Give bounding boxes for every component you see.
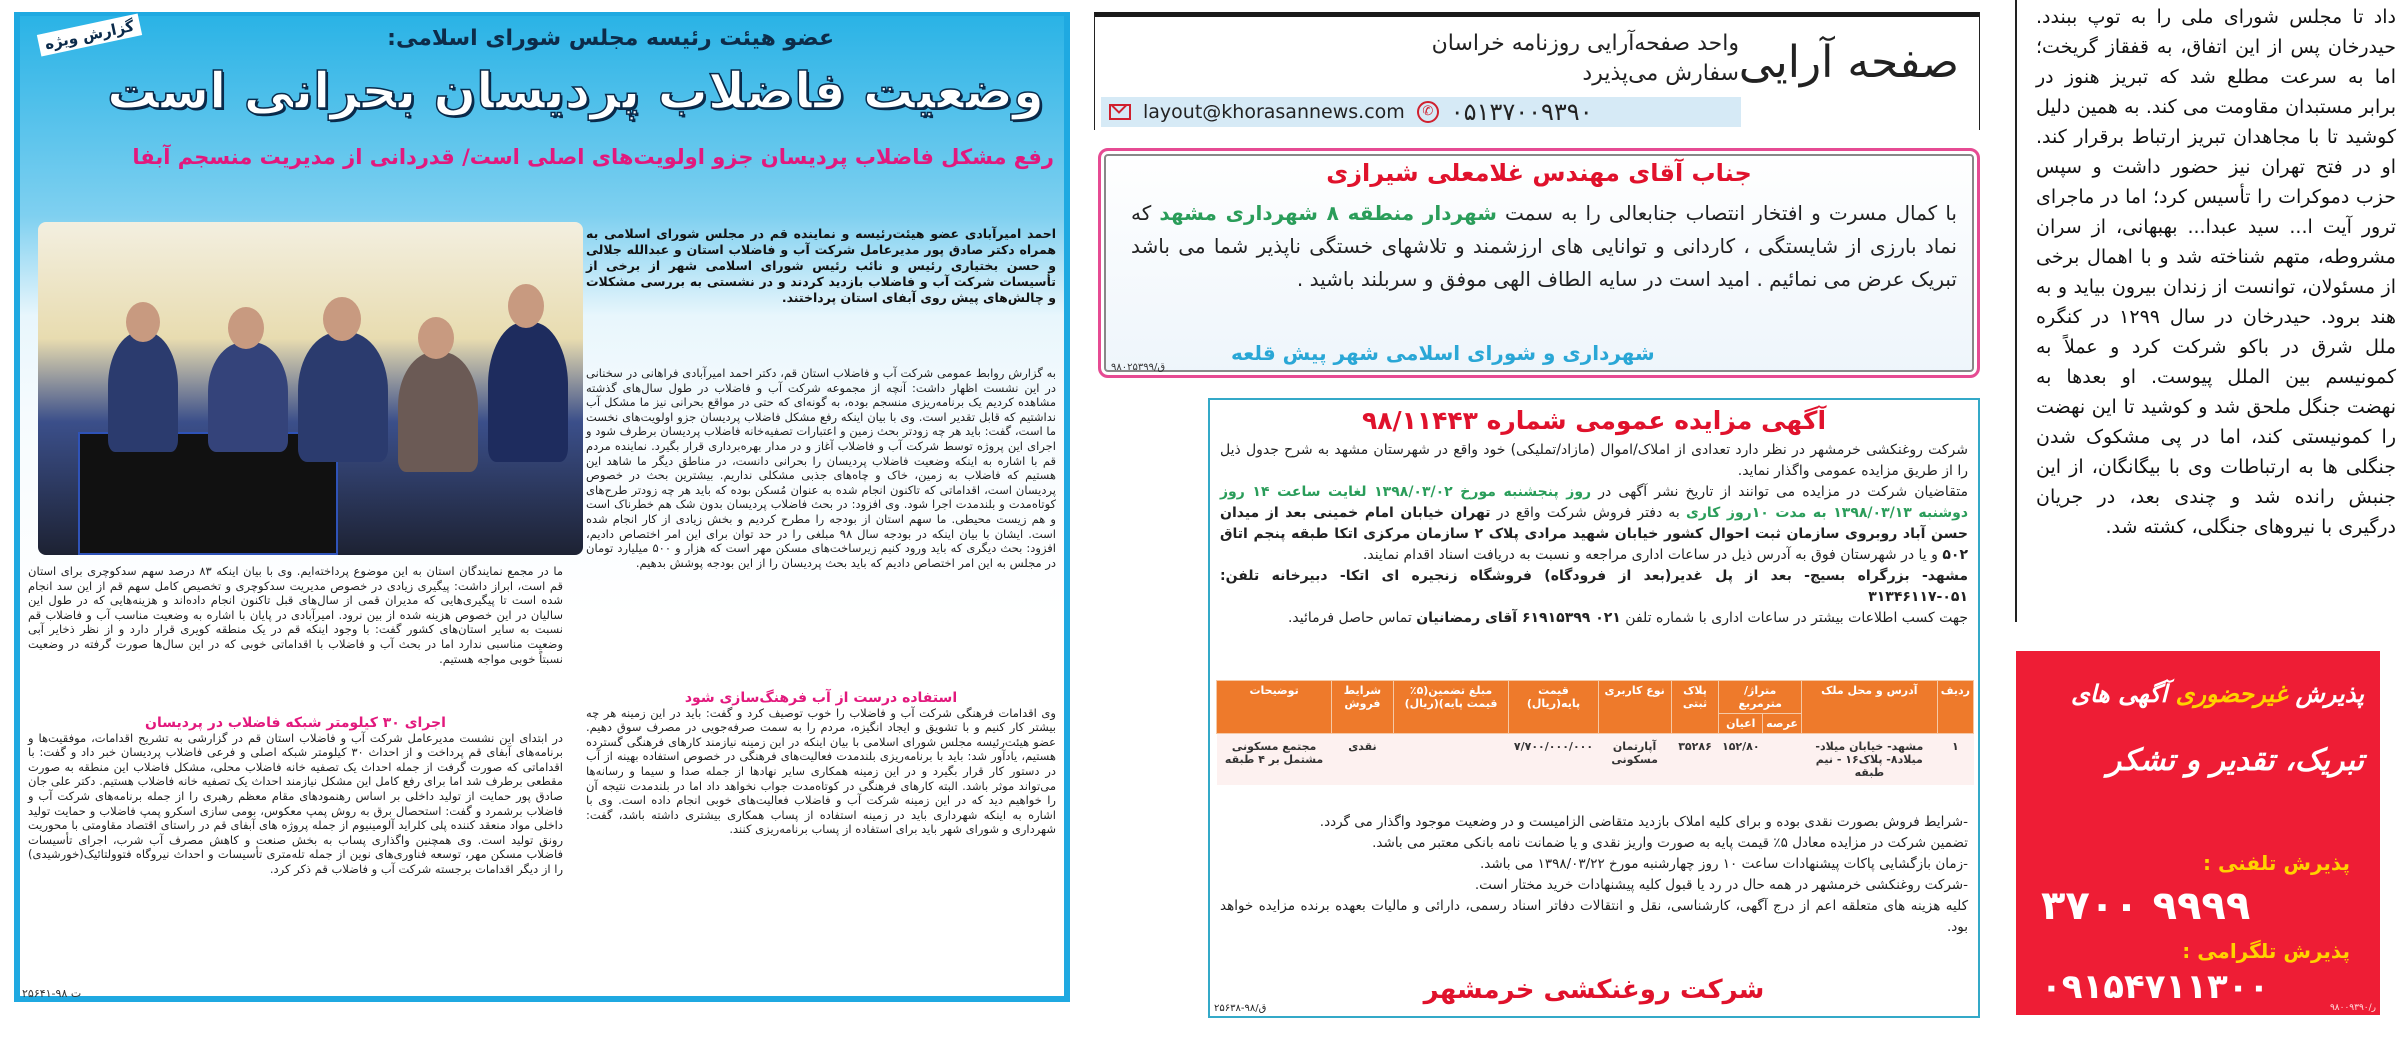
auction-contact-address: مشهد- بزرگراه بسیج- بعد از پل غدیر(بعد از فرودگاه) فروشگاه زنجیره ای اتکا- دبیرخانه تلفن: ۰۵۱-۳۱۳۴۶۱۱۷: [1220, 568, 1968, 605]
congrats-title: جناب آقای مهندس غلامعلی شیرازی: [1326, 159, 1752, 187]
auction-dates: روز پنجشنبه مورخ ۱۳۹۸/۰۳/۰۲ لغایت ساعت ۱۴ روز دوشنبه ۱۳۹۸/۰۳/۱۳ به مدت ۱۰روز کاری: [1220, 484, 1969, 521]
condition-item: -شرکت روغنکشی خرمشهر در همه حال در رد یا قبول کلیه پیشنهادات خرید مختار است.: [1474, 877, 1968, 893]
table-cell: [1393, 734, 1509, 786]
ad-code: ت ۹۸-۲۵۶۴۱: [22, 987, 82, 1000]
table-cell: ۱: [1937, 734, 1973, 786]
person-head: [418, 317, 454, 359]
layout-service-ad: [1094, 12, 1980, 130]
column-divider: [2015, 0, 2017, 622]
article-section-heading: استفاده درست از آب فرهنگ‌سازی شود: [684, 690, 958, 706]
special-report-tag: گزارش ویژه: [37, 14, 142, 57]
column-header: ردیف: [1937, 681, 1973, 734]
history-article-text: داد تا مجلس شورای ملی را به توپ ببندد. حیدرخان پس از این اتفاق، به قفقاز گریخت؛ اما به سرعت مطلع شد که تبریز هنوز در برابر مستبدان مقاومت می کند. به همین دلیل کوشید تا با مجاهدان تبریز ارتباط برقرار کند. او در فتح تهران نیز حضور داشت و سپس حزب دموکرات را تأسیس کرد؛ اما در ماجرای ترور آیت ا... سید عبدا... بهبهانی، از سران مشروطه، متهم شناخته شد و با اهمال برخی از مسئولان، توانست از زندان بیرون بیاید و به هند برود. حیدرخان در سال ۱۲۹۹ در کنگره ملل شرق در باکو شرکت کرد و عملاً به کمونیسم بین الملل پیوست. او بعدها به نهضت جنگل ملحق شد و کوشید تا این نهضت را کمونیستی کند، اما در پی مشکوک شدن جنگلی ها به ارتباطات وی با بیگانگان، از این جنبش رانده شد و چندی بعد، در جریان درگیری با نیروهای جنگلی، کشته شد.: [2036, 6, 2396, 538]
column-subheader: عرصه: [1763, 714, 1802, 734]
email-link[interactable]: layout@khorasannews.com: [1143, 101, 1405, 123]
congrats-highlight: شهردار منطقه ۸ شهرداری مشهد: [1159, 201, 1497, 225]
condition-item: تضمین شرکت در مزایده معادل ۵٪ قیمت پایه به صورت واریز نقدی و یا ضمانت نامه بانکی معتبر می باشد.: [1372, 835, 1968, 851]
person-head: [228, 307, 264, 349]
red-ad-highlight: غیرحضوری: [2175, 679, 2288, 708]
article-section-heading: اجرای ۳۰ کیلومتر شبکه فاضلاب در پردیسان: [145, 715, 446, 731]
mail-icon: [1109, 104, 1131, 120]
text-part: آگهی های: [2071, 679, 2176, 708]
column-header: قیمت پایه(ریال): [1509, 681, 1598, 734]
congrats-signature: شهرداری و شورای اسلامی شهر پیش قلعه: [1231, 341, 1655, 365]
table-cell: ۱۵۲/۸۰: [1719, 734, 1763, 786]
person-head: [126, 302, 160, 342]
person-figure: [398, 352, 478, 472]
text-part: و یا در شهرستان فوق به آدرس ذیل در ساعات اداری مراجعه و نسبت به دریافت اسناد اقدام نمایند.: [1362, 547, 1943, 563]
condition-item: کلیه هزینه های متعلقه اعم از درج آگهی، کارشناسی، نقل و انتقالات دفاتر اسناد رسمی، دارائی و مالیات بعهده برنده مزایده خواهد بود.: [1220, 898, 1968, 935]
person-figure: [208, 342, 288, 452]
column-header: آدرس و محل ملک: [1801, 681, 1937, 734]
auction-body: [1220, 440, 1968, 629]
article-column-right: به گزارش روابط عمومی شرکت آب و فاضلاب استان قم، دکتر احمد امیرآبادی فراهانی در سخنانی در این نشست اظهار داشت: آنچه از مجموعه شرکت آب و فاضلاب در طول سال‌های گذشته مشاهده کردیم یک برنامه‌ریزی منسجم بوده، به گونه‌ای که حتی در مواقع بحرانی نیز ما مشکل آب نداشتیم که قابل تقدیر است. وی با بیان اینکه رفع مشکل فاضلاب پردیسان جزو اولویت‌های نخست ما است، گفت: باید هر چه زودتر بحث زمین و اعتبارات تصفیه‌خانه فاضلاب پردیسان برطرف شود و اجرای این پروژه توسط شرکت آب و فاضلاب آغاز و در مدار بهره‌برداری قرار بگیرد. نماینده مردم قم با اشاره به اینکه وضعیت فاضلاب پردیسان را بحرانی دانست، در مناطق دیگر ما شاهد این هستیم که فاضلاب به زمین، خاک و چاه‌های جذبی مشکلی نداریم. بیشترین بحث در خصوص پردیسان است، اقداماتی که تاکنون انجام شده به عنوان مُسکن بوده که باید هر چه زودتر طرح‌های کوتاه‌مدت و بلندمدت اجرا شود. وی افزود: در بحث فاضلاب پردیسان بدون شک هم خطرناک است و هم زیست محیطی. ما سهم استان از بودجه را مطرح کردیم و بخش زیادی از کار انجام شده است. ایشان با بیان اینکه در بودجه سال ۹۸ مبلغی را در حد توان برای این امر اختصاص دادیم، افزود: بحث دیگری که باید ورود کنیم زیرساخت‌های مسکن مهر است که هزار و ۵۰۰ میلیارد تومان در مجلس به این امر اختصاص دادیم که باید بحث پردیسان را از این بودجه پوشش بدهیم.: [586, 366, 1056, 570]
article-paragraph: در ابتدای این نشست مدیرعامل شرکت آب و فاضلاب استان قم در گزارشی به تشریح اقدامات، موفقیت‌ها و برنامه‌های آبفای قم پرداخت و از احداث ۳۰ کیلومتر شبکه اصلی و فرعی فاضلاب پردیسان خبر داد و گفت: با اقداماتی که صورت گرفت از جمله احداث یک تصفیه خانه فاضلاب محلی، مشکل فاضلاب این منطقه به صورت مقطعی برطرف شد اما برای رفع کامل این مشکل نیازمند احداث یک تصفیه خانه فاضلاب هستیم. دکتر علی جان صادق پور حمایت از تولید داخلی بر اساس رهنمودهای مقام معظم رهبری را از جمله برنامه‌های شرکت آب و فاضلاب برشمرد و گفت: استحصال برق به روش پمپ معکوس، بومی سازی اسکرو پمپ فاضلاب و حمایت تولید داخلی مواد منعقد کننده پلی کلراید آلومینیوم از جمله پروژه های آبفای قم در راستای اقتصاد مقاومتی با محوریت رونق تولید است. وی همچنین واگذاری پساب به بخش صنعت و کاهش مصرف آب شرب، اجرای تأسیسات فاضلاب مسکن مهر، توسعه فناوری‌های نوین از جمله تله‌متری تأسیسات و احداث نیروگاه فتوولتائیک(خورشیدی) را از دیگر اقدامات برجسته شرکت آب و فاضلاب قم ذکر کرد.: [28, 730, 564, 876]
text-part: جهت کسب اطلاعات بیشتر در ساعات اداری با شماره تلفن: [1620, 610, 1968, 626]
layout-ad-title: صفحه آرایی: [1738, 37, 1959, 88]
table-cell: [1763, 734, 1802, 786]
table-header-row: [1217, 681, 1974, 714]
article-paragraph: وی اقدامات فرهنگی شرکت آب و فاضلاب را خوب توصیف کرد و گفت: باید در این زمینه هر چه بیشتر کار کنیم و با تشویق و ایجاد انگیزه، مردم را به سمت صرفه‌جویی در مصرف سوق دهیم. عضو هیئت‌رئیسه مجلس شورای اسلامی با بیان اینکه در این زمینه نیازمند کارهای فرهنگی گسترده هستیم، یادآور شد: باید با برنامه‌ریزی بلندمدت فعالیت‌های فرهنگی در خصوص استفاده بهینه از آب در دستور کار قرار بگیرد و در این زمینه همکاری سایر نهادها از جمله صدا و سیما و رسانه‌ها می‌تواند موثر باشد. البته کارهای فرهنگی در کوتاه‌مدت جواب نخواهد داد اما در بلندمدت نتیجه آن را خواهیم دید که در این زمینه شرکت آب و فاضلاب فعالیت‌های خوبی انجام داده است. وی با اشاره به اینکه شهرداری باید در زمینه استفاده از پساب همکاری بیشتری داشته باشد، گفت: شهرداری و شورای شهر باید برای استفاده از پساب برنامه‌ریزی کنند.: [586, 705, 1056, 837]
table-cell: ۳۵۲۸۶: [1671, 734, 1719, 786]
table-cell: نقدی: [1332, 734, 1394, 786]
auction-address: تهران خیابان امام خمینی بعد از میدان حسن آباد روبروی سازمان ثبت احوال کشور خیابان شهید مرادی پلاک ۲ سازمان مرکزی اتکا طبقه پنجم اتاق ۵۰۲: [1220, 505, 1968, 563]
ad-code: ق/۹۸-۲۵۶۳۸: [1214, 1003, 1267, 1014]
article-photo: [38, 222, 583, 555]
table-cell: ۷/۷۰۰/۰۰۰/۰۰۰: [1509, 734, 1598, 786]
congrats-text: [1131, 197, 1957, 296]
table-cell: آپارتمان مسکونی: [1598, 734, 1671, 786]
column-header: شرایط فروش: [1332, 681, 1394, 734]
column-header: نوع کاربری: [1598, 681, 1671, 734]
congratulation-ad: [1098, 148, 1980, 378]
article-column-left: ما در مجمع نمایندگان استان به این موضوع پرداخته‌ایم. وی با بیان اینکه ۸۳ درصد سهم سدکوچری برای استان قم است، ابراز داشت: پیگیری زیادی در خصوص مدیریت سدکوچری و تخصیص کامل سهم قم از این سد انجام شده است تا پیگیری‌هایی که مدیران قمی از سال‌های قبل تاکنون انجام داده‌اند و هزینه‌هایی که در طول این سالیان در این خصوص هزینه شده از بین نرود. امیرآبادی در پایان با اشاره به وضعیت مناسب آب و فاضلاب قم نسبت به سایر استان‌های کشور گفت: با وجود اینکه قم در یک منطقه کویری قرار دارد و از نظر ذخایر آبی وضعیت مناسبی ندارد اما در بحث آب و فاضلاب با اقداماتی خوبی که در این سال‌ها صورت گرفته در وضعیت نسبتاً خوبی مواجه هستیم.: [28, 564, 563, 666]
person-head: [508, 284, 544, 328]
person-figure: [488, 322, 568, 462]
layout-ad-line: واحد صفحه‌آرایی روزنامه خراسان: [1431, 31, 1739, 56]
red-ad-line: [2071, 679, 2364, 708]
auction-paragraph: [1220, 608, 1968, 629]
article-headline: وضعیت فاضلاب پردیسان بحرانی است: [107, 62, 1044, 120]
text-part: تماس حاصل فرمائید.: [1287, 610, 1417, 626]
congrats-text-part: که نماد بارزی از شایستگی ، کاردانی و توانایی های ارزشمند و تلاشهای خستگی ناپذیر شما می باشد تبریک عرض می نمائیم . امید است در سایه الطاف الهی موفق و سربلند باشید .: [1131, 201, 1957, 291]
auction-paragraph: [1220, 482, 1968, 566]
phone-number: ۳۷۰۰ ۹۹۹۹: [2041, 883, 2251, 929]
column-subheader: اعیان: [1719, 714, 1763, 734]
telegram-number: ۰۹۱۵۴۷۱۱۳۰۰: [2041, 967, 2270, 1007]
article-lead: احمد امیرآبادی عضو هیئت‌رئیسه و نماینده قم در مجلس شورای اسلامی به همراه دکتر صادق پور مدیرعامل شرکت آب و فاضلاب استان و عبدالله جلالی و حسن بختیاری رئیس و نائب رئیس شورای اسلامی شهر از برخی از تأسیسات شرکت آب و فاضلاب بازدید کردند و در نشستی به بررسی مشکلات و چالش‌های پیش روی آبفای استان پرداختند.: [586, 226, 1056, 305]
auction-title: آگهی مزایده عمومی شماره ۹۸/۱۱۴۴۳: [1361, 406, 1827, 435]
congrats-text-part: با کمال مسرت و افتخار انتصاب جنابعالی را به سمت: [1496, 201, 1957, 225]
column-header: توضیحات: [1217, 681, 1332, 734]
column-header: پلاک ثبتی: [1671, 681, 1719, 734]
auction-notice: [1208, 398, 1980, 1018]
condition-item: -زمان بازگشایی پاکات پیشنهادات ساعت ۱۰ روز چهارشنبه مورخ ۱۳۹۸/۰۳/۲۲ می باشد.: [1479, 856, 1968, 872]
red-advertisement: [2016, 651, 2380, 1015]
phone-icon: ✆: [1417, 101, 1439, 123]
text-part: پذیرش: [2287, 679, 2364, 708]
auction-table: [1216, 680, 1974, 785]
table-cell: مشهد- خیابان میلاد- میلاد۸- پلاک۱۶ - نیم طبقه: [1801, 734, 1937, 786]
ad-code: ر/۹۸۰۰۹۳۹۰: [2329, 1003, 2376, 1013]
layout-ad-line: سفارش می‌پذیرد: [1582, 61, 1739, 86]
person-figure: [298, 332, 388, 462]
article-column-right-2: [586, 691, 1056, 837]
person-head: [323, 297, 361, 341]
table-cell: مجتمع مسکونی مشتمل بر ۴ طبقه: [1217, 734, 1332, 786]
auction-paragraph: شرکت روغنکشی خرمشهر در نظر دارد تعدادی از املاک/اموال (مازاد/تملیکی) خود واقع در شهرستان مشهد به شرح جدول ذیل را از طریق مزایده عمومی واگذار نماید.: [1220, 442, 1968, 479]
phone-label: پذیرش تلفنی :: [2202, 851, 2350, 875]
telegram-label: پذیرش تلگرامی :: [2182, 939, 2350, 963]
article-subheadline: رفع مشکل فاضلاب پردیسان جزو اولویت‌های اصلی است/ قدردانی از مدیریت منسجم آبفا: [132, 145, 1054, 169]
text-part: متقاضیان شرکت در مزایده می توانند از تاریخ نشر آگهی در: [1591, 484, 1969, 500]
text-part: به دفتر فروش شرکت واقع در: [1490, 505, 1687, 521]
contact-row: [1101, 97, 1741, 127]
person-figure: [108, 332, 178, 452]
phone-number: ۰۵۱۳۷۰۰۹۳۹۰: [1450, 98, 1593, 126]
auction-signature: شرکت روغنکشی خرمشهر: [1423, 975, 1765, 1005]
condition-item: -شرایط فروش بصورت نقدی بوده و برای کلیه املاک بازدید متقاضی الزامیست و در وضعیت موجود واگذار می گردد.: [1319, 814, 1968, 830]
auction-conditions: [1220, 812, 1968, 938]
column-header: متراژ/مترمربع: [1719, 681, 1801, 714]
article-kicker: عضو هیئت رئیسه مجلس شورای اسلامی:: [387, 26, 834, 51]
red-ad-title: تبریک، تقدیر و تشکر: [2106, 743, 2364, 778]
table-row: [1217, 734, 1974, 786]
news-article: [14, 12, 1070, 1002]
column-header: مبلغ تضمین(۵٪ قیمت پایه)(ریال): [1393, 681, 1509, 734]
auction-phone: ۰۲۱ ۶۱۹۱۵۳۹۹ آقای رمضانیان: [1416, 610, 1621, 626]
ad-code: ق/۹۸۰۲۵۳۹۹: [1111, 362, 1166, 373]
article-column-left-2: [28, 716, 563, 877]
